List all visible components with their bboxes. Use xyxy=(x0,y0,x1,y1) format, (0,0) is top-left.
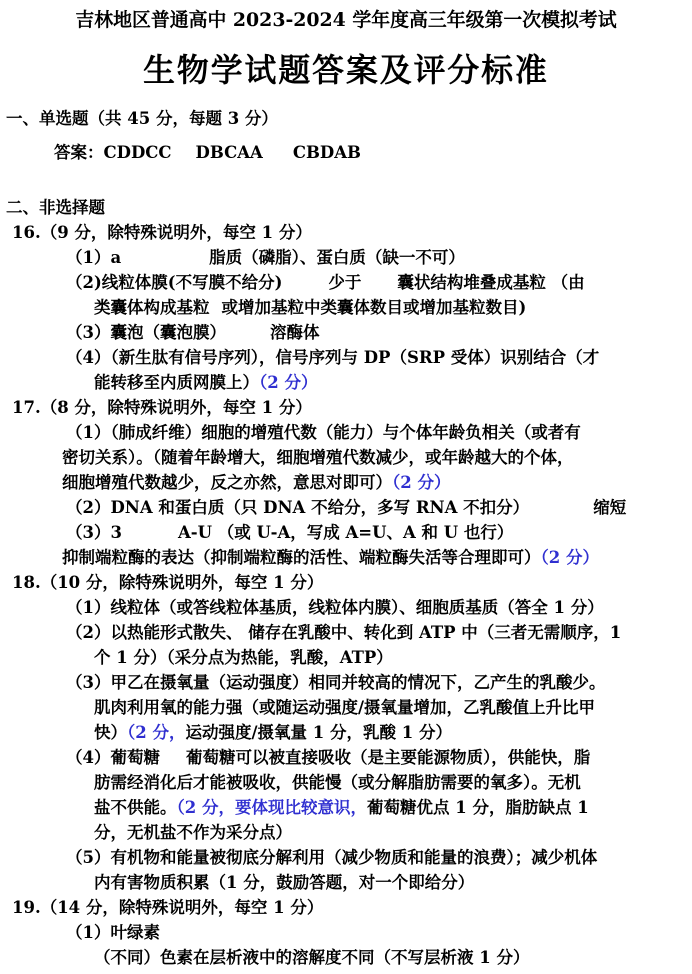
q18-line xyxy=(94,797,589,819)
score-note: （2 分， xyxy=(127,723,186,742)
q16-header: 16.（9 分，除特殊说明外，每空 1 分） xyxy=(12,223,312,242)
answer-label: 答案： xyxy=(54,143,104,162)
q19-line: （不同）色素在层析液中的溶解度不同（不写层析液 1 分） xyxy=(94,948,530,967)
q18-line: （1）线粒体（或答线粒体基质，线粒体内膜）、细胞质基质（答全 1 分） xyxy=(66,598,604,617)
q18-part4-answer-a: （4）葡萄糖 xyxy=(66,748,160,767)
score-note: （2 分，要体现比较意识， xyxy=(176,798,367,817)
answer-group-1: CDDCC xyxy=(103,143,172,162)
section2-heading: 二、非选择题 xyxy=(6,198,105,217)
score-note: （2 分） xyxy=(540,548,599,567)
q17-line xyxy=(66,497,626,519)
q17-line: 密切关系）。（随着年龄增大，细胞增殖代数减少，或年龄越大的个体， xyxy=(62,448,574,467)
q17-part3-answer-c: 抑制端粒酶的表达（抑制端粒酶的活性、端粒酶失活等合理即可） xyxy=(62,548,541,567)
q18-line: （5）有机物和能量被彻底分解利用（减少物质和能量的浪费）；减少机体 xyxy=(66,848,598,867)
q16-part3-answer-b: 溶酶体 xyxy=(269,323,320,342)
q18-line xyxy=(66,747,590,769)
q16-part2-answer-b: 少于 xyxy=(328,273,362,292)
q16-part2-cont-a: 类囊体构成基粒 xyxy=(94,298,210,317)
q16-line xyxy=(66,247,465,269)
q16-part1-answer-b: 脂质（磷脂）、蛋白质（缺一不可） xyxy=(209,248,465,267)
q16-part3-answer-a: （3）囊泡（囊泡膜） xyxy=(66,323,226,342)
q18-score-detail: 运动强度/摄氧量 1 分，乳酸 1 分） xyxy=(185,723,452,742)
q17-part3-answer-a: （3）3 xyxy=(66,523,122,542)
q17-line xyxy=(62,472,450,494)
q18-line: 内有害物质积累（1 分，鼓励答题，对一个即给分） xyxy=(94,873,475,892)
q17-part1-cont: 细胞增殖代数越少，反之亦然，意思对即可） xyxy=(62,473,392,492)
q17-line: （1）（肺成纤维）细胞的增殖代数（能力）与个体年龄负相关（或者有 xyxy=(66,423,581,442)
score-note: （2 分） xyxy=(259,373,318,392)
answer-group-3: CBDAB xyxy=(292,143,361,162)
q19-line: （1）叶绿素 xyxy=(66,923,160,942)
q16-line xyxy=(66,272,585,294)
page-title: 生物学试题答案及评分标准 xyxy=(143,51,549,89)
q16-line xyxy=(66,322,319,344)
q17-line xyxy=(66,522,513,544)
q18-part4-cont: 盐不供能。 xyxy=(94,798,177,817)
q18-line: （3）甲乙在摄氧量（运动强度）相同并较高的情况下，乙产生的乳酸少。 xyxy=(66,673,606,692)
q18-line: 个 1 分）（采分点为热能，乳酸，ATP） xyxy=(94,648,393,667)
q16-part1-answer-a: （1）a xyxy=(66,248,122,267)
q18-line: 分，无机盐不作为采分点） xyxy=(94,823,292,842)
q17-part2-answer-a: （2）DNA 和蛋白质（只 DNA 不给分，多写 RNA 不扣分） xyxy=(66,498,530,517)
q16-line: （4）（新生肽有信号序列），信号序列与 DP（SRP 受体）识别结合（才 xyxy=(66,348,600,367)
q16-part2-answer-c: 囊状结构堆叠成基粒 （由 xyxy=(397,273,585,292)
q19-header: 19.（14 分，除特殊说明外，每空 1 分） xyxy=(12,898,324,917)
q18-line xyxy=(94,722,452,744)
exam-school-line: 吉林地区普通高中 2023-2024 学年度高三年级第一次模拟考试 xyxy=(75,9,617,31)
q18-part4-answer-b: 葡萄糖可以被直接吸收（是主要能源物质），供能快，脂 xyxy=(185,748,591,767)
q16-line xyxy=(94,297,526,319)
q16-part2-answer-a: （2)线粒体膜(不写膜不给分) xyxy=(66,273,283,292)
q17-header: 17.（8 分，除特殊说明外，每空 1 分） xyxy=(12,398,312,417)
q16-part4-cont: 能转移至内质网膜上） xyxy=(94,373,259,392)
q18-line: （2）以热能形式散失、 储存在乳酸中、转化到 ATP 中（三者无需顺序，1 xyxy=(66,623,622,642)
q18-line: 肪需经消化后才能被吸收，供能慢（或分解脂肪需要的氧多）。无机 xyxy=(94,773,581,792)
q18-header: 18.（10 分，除特殊说明外，每空 1 分） xyxy=(12,573,324,592)
q17-part3-answer-b: A-U （或 U-A，写成 A=U、A 和 U 也行） xyxy=(177,523,514,542)
section1-heading: 一、单选题（共 45 分，每题 3 分） xyxy=(6,109,278,128)
q16-line xyxy=(94,372,317,394)
q17-line xyxy=(62,547,599,569)
q18-part3-cont: 快） xyxy=(94,723,127,742)
answer-group-2: DBCAA xyxy=(195,143,263,162)
q16-part2-cont-b: 或增加基粒中类囊体数目或增加基粒数目) xyxy=(221,298,527,317)
mc-answer-line xyxy=(54,142,361,164)
q18-line: 肌肉利用氧的能力强（或随运动强度/摄氧量增加，乙乳酸值上升比甲 xyxy=(94,698,596,717)
score-note: （2 分） xyxy=(392,473,451,492)
q18-score-detail: 葡萄糖优点 1 分，脂肪缺点 1 xyxy=(366,798,589,817)
q17-part2-answer-b: 缩短 xyxy=(593,498,627,517)
